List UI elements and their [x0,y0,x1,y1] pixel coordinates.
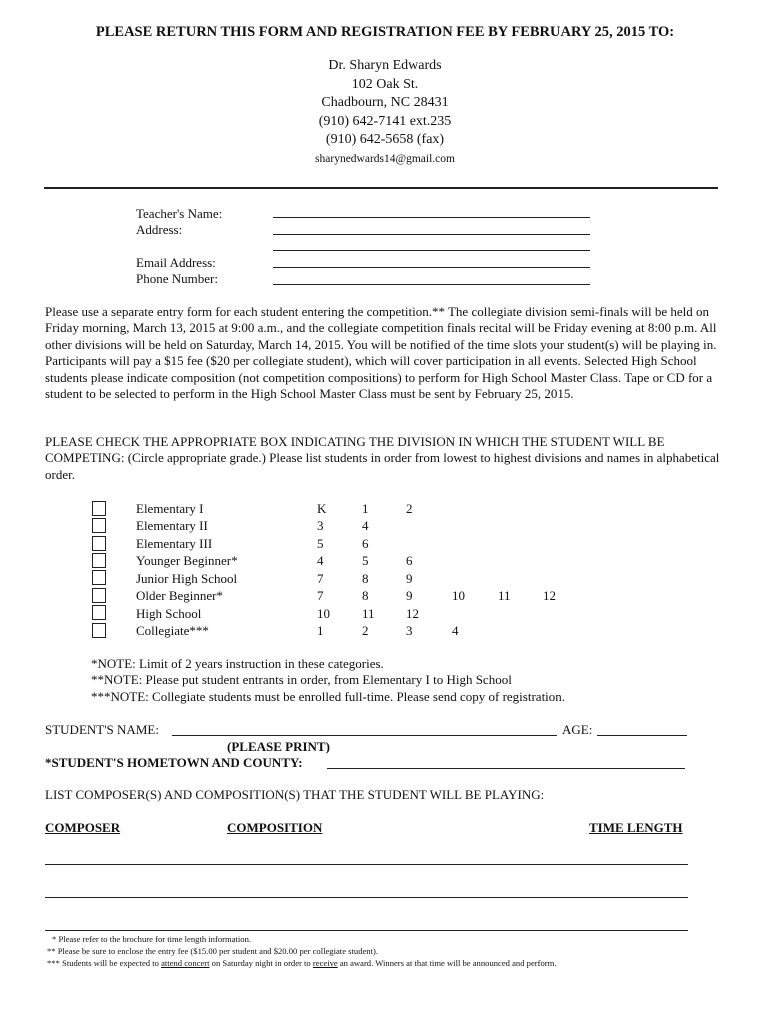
division-name: High School [136,606,202,621]
note-order: **NOTE: Please put student entrants in order, from Elementary I to High School [91,672,512,687]
grade-option[interactable]: 2 [406,501,413,516]
note-limit: *NOTE: Limit of 2 years instruction in these categories. [91,656,384,671]
grade-option[interactable]: 2 [362,623,369,638]
teacher-email-line[interactable] [273,267,590,268]
address-line-phone: (910) 642-7141 ext.235 [318,113,452,129]
grade-option[interactable]: 3 [406,623,413,638]
grade-option[interactable]: 9 [406,571,413,586]
footnote-text: *** Students will be expected to [47,958,162,968]
footnote-attend-concert [47,958,557,970]
division-name: Older Beginner* [136,588,224,603]
teacher-email-label: Email Address: [136,255,216,270]
footnote-time-length: * Please refer to the brochure for time length information. [52,934,252,944]
footnote-emphasis: receive [312,958,338,968]
grade-option[interactable]: 1 [317,623,324,638]
address-line-street: 102 Oak St. [351,76,419,92]
please-print-label: (PLEASE PRINT) [227,739,330,754]
checkbox-younger-beginner[interactable] [92,553,106,568]
header-divider [44,187,718,189]
division-name: Elementary II [136,518,208,533]
footnote-text: an award. Winners at that time will be announced and perform. [337,958,557,968]
grade-option[interactable]: 10 [452,588,465,603]
teacher-phone-label: Phone Number: [136,271,218,286]
teacher-name-line[interactable] [273,217,590,218]
age-label: AGE: [562,722,593,737]
checkbox-junior-high[interactable] [92,570,106,585]
division-name: Elementary I [136,501,204,516]
time-length-column-header: TIME LENGTH [589,820,683,835]
grade-option[interactable]: 7 [317,571,324,586]
division-name: Collegiate*** [136,623,209,638]
teacher-address-label: Address: [136,222,183,237]
division-name: Elementary III [136,536,213,551]
student-name-label: STUDENT'S NAME: [45,722,159,737]
return-address [0,57,770,168]
address-email: sharynedwards14@gmail.com [315,152,455,165]
teacher-name-label: Teacher's Name: [136,206,223,221]
division-name: Junior High School [136,571,238,586]
checkbox-collegiate[interactable] [92,623,106,638]
grade-option[interactable]: 7 [317,588,324,603]
composition-entry-line-3[interactable] [45,930,688,931]
teacher-address-line-2[interactable] [273,250,590,251]
grade-option[interactable]: 4 [317,553,324,568]
grade-option[interactable]: 11 [498,588,511,603]
form-title: PLEASE RETURN THIS FORM AND REGISTRATION FEE BY FEBRUARY 25, 2015 TO: [95,24,675,40]
footnote-emphasis: attend concert [161,958,210,968]
teacher-phone-line[interactable] [273,284,590,285]
division-instructions: PLEASE CHECK THE APPROPRIATE BOX INDICATING THE DIVISION IN WHICH THE STUDENT WILL BE COMPETING: (Circle appropriate grade.) Please list students in order from lowest to highest divisions and names in alphabetical order. [45,434,720,482]
grade-option[interactable]: 12 [406,606,419,621]
address-line-name: Dr. Sharyn Edwards [328,58,442,73]
instructions-paragraph: Please use a separate entry form for each student entering the competition.** The collegiate division semi-finals will be held on Friday morning, March 13, 2015 at 9:00 a.m., and the collegiate competition finals recital will be Friday evening at 8:00 p.m. All other divisions will be held on Saturday, March 14, 2015. You will be notified of the time slots your student(s) will be playing in. Participants will pay a $15 fee ($20 per collegiate student), which will cover participation in all events. Selected High School students please indicate composition (not competition compositions) to perform for High School Master Class. Tape or CD for a student to be selected to perform in the High School Master Class must be sent by February 25, 2015. [45,304,717,402]
address-line-fax: (910) 642-5658 (fax) [325,132,445,147]
grade-option[interactable]: 1 [362,501,369,516]
grade-option[interactable]: 8 [362,571,369,586]
address-line-city: Chadbourn, NC 28431 [321,95,449,110]
checkbox-elementary-3[interactable] [92,536,106,551]
grade-option[interactable]: K [317,501,327,516]
grade-option[interactable]: 8 [362,588,369,603]
student-name-line[interactable] [172,735,557,736]
footnote-text: on Saturday night in order to [209,958,313,968]
grade-option[interactable]: 11 [362,606,375,621]
checkbox-high-school[interactable] [92,605,106,620]
composition-entry-line-2[interactable] [45,897,688,898]
note-collegiate: ***NOTE: Collegiate students must be enrolled full-time. Please send copy of registration. [91,689,566,704]
division-name: Younger Beginner* [136,553,238,568]
grade-option[interactable]: 4 [452,623,459,638]
grade-option[interactable]: 4 [362,518,369,533]
grade-option[interactable]: 9 [406,588,413,603]
checkbox-elementary-2[interactable] [92,518,106,533]
grade-option[interactable]: 6 [406,553,413,568]
grade-option[interactable]: 10 [317,606,330,621]
composition-column-header: COMPOSITION [227,820,323,835]
grade-option[interactable]: 5 [362,553,369,568]
footnote-entry-fee: ** Please be sure to enclose the entry fee ($15.00 per student and $20.00 per collegiate student). [47,946,378,956]
hometown-line[interactable] [327,768,685,769]
age-line[interactable] [597,735,687,736]
grade-option[interactable]: 6 [362,536,369,551]
teacher-address-line-1[interactable] [273,234,590,235]
grade-option[interactable]: 5 [317,536,324,551]
checkbox-older-beginner[interactable] [92,588,106,603]
composition-list-label: LIST COMPOSER(S) AND COMPOSITION(S) THAT THE STUDENT WILL BE PLAYING: [45,787,545,802]
grade-option[interactable]: 3 [317,518,324,533]
grade-option[interactable]: 12 [543,588,556,603]
composition-entry-line-1[interactable] [45,864,688,865]
checkbox-elementary-1[interactable] [92,501,106,516]
composer-column-header: COMPOSER [45,820,121,835]
hometown-label: *STUDENT'S HOMETOWN AND COUNTY: [45,755,303,770]
